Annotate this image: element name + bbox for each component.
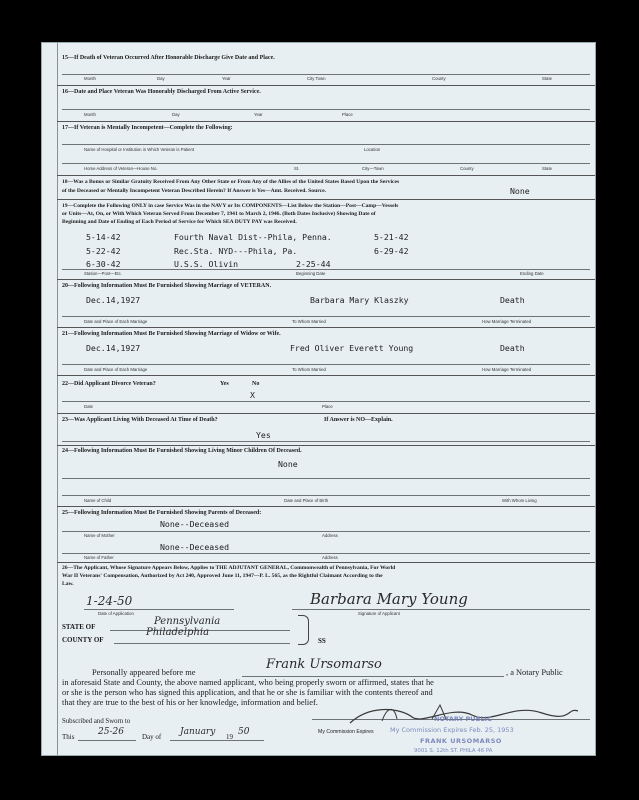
q15-rule [62,74,590,75]
q25-label: 25—Following Information Must Be Furnished Showing Parents of Deceased: [62,510,262,516]
divider [57,506,595,507]
q17-cap-location: Location [364,147,381,152]
q16-cap-year: Year [254,112,263,117]
q21-label: 21—Following Information Must Be Furnished Showing Marriage of Widow or Wife. [62,331,281,337]
q26-date: 1-24-50 [86,594,133,608]
month-rule [170,740,264,741]
q19-cap-end: Ending Date [520,271,544,276]
q17-cap-st: St. [294,166,300,171]
q15-cap-state: State [542,76,553,81]
q22-mark: X [250,390,255,400]
stamp-line3: FRANK URSOMARSO [420,737,502,745]
q20-date: Dec.14,1927 [86,295,141,305]
q17-rule-b [62,163,590,164]
q25-father: None--Deceased [160,542,230,552]
q22-no: No [252,381,260,387]
application-form [42,43,595,755]
q19-cap-station: Station—Post—Etc. [84,271,122,276]
q19-line3: Beginning and Date of Ending of Each Period of Service for Which SEA DUTY PAY was Received. [62,219,297,225]
divider [57,279,595,280]
q19-row2-end: 6-29-42 [374,246,409,256]
q24-label: 24—Following Information Must Be Furnished Showing Living Minor Children Of Deceased. [62,448,302,454]
q18-line1: 18—Was a Bonus or Similar Gratuity Received From Any Other State or From Any of the Allies of the United States Based Upon the Services [62,179,400,185]
q17-cap-county: County [460,166,474,171]
q19-line2: or Units—At, On, or With Which Veteran Served From December 7, 1941 to March 2, 1946. (Both Dates Inclusive) Showing Date of [62,211,376,217]
q24-answer: None [278,459,298,469]
q19-row3-end: 2-25-44 [296,259,331,269]
q19-row1-end: 5-21-42 [374,232,409,242]
ss-label: SS [318,637,326,645]
day-value: 25-26 [98,727,124,737]
q24-cap-birth: Date and Place of Birth [284,498,329,503]
applicant-signature: Barbara Mary Young [310,590,468,608]
q16-label: 16—Date and Place Veteran Was Honorably Discharged From Active Service. [62,89,261,95]
q22-cap-date: Date [84,404,94,409]
q15-cap-county: County [432,76,446,81]
q26-line1: 26—The Applicant, Whose Signature Appears Below, Applies to THE ADJUTANT GENERAL, Commonwealth of Pennsylvania, For World [62,565,396,571]
subscribed-label: Subscribed and Sworn to [62,718,131,725]
divider [57,121,595,122]
divider [57,375,595,376]
stamp-line4: 9001 S. 12th ST. PHILA 46 PA [414,748,493,754]
divider [57,445,595,446]
q17-cap-home: Home Address of Veteran—House No. [84,166,158,171]
q19-line1: 19—Complete the Following ONLY in case Service Was in the NAVY or Its COMPONENTS—List Below the Station—Post—Camp—Vessels [62,203,399,209]
q16-cap-day: Day [172,112,180,117]
q21-whom: Fred Oliver Everett Young [290,343,414,353]
divider [57,562,595,563]
bracket [298,615,309,645]
q24-cap-living: With Whom Living [502,498,537,503]
expires-label: My Commission Expires [318,729,374,735]
q25-cap-address-1: Address [322,533,338,538]
county-value: Philadelphia [146,627,210,638]
q22-cap-place: Place [322,404,333,409]
month-value: January [180,727,216,737]
q23-rule [62,441,590,442]
stamp-line2: My Commission Expires Feb. 25, 1953 [390,726,514,734]
notary-p2: in aforesaid State and County, the above named applicant, who being properly sworn or affirmed, states that he [62,678,434,687]
q17-label: 17—If Veteran is Mentally Incompetent—Complete the Following: [62,125,233,131]
q24-rule-b [62,495,590,496]
q25-rule-father [62,553,590,554]
notary-p1-start: Personally appeared before me [92,668,196,677]
q25-rule-mother [62,531,590,532]
q23-label: 23—Was Applicant Living With Deceased At Time of Death? [62,417,218,423]
divider [57,85,595,86]
q21-how: Death [500,343,525,353]
notary-p4: that they are true to the best of his or her knowledge, information and belief. [62,698,318,707]
q20-cap-whom: To Whom Married [292,319,326,324]
this-label: This [62,733,75,741]
divider [57,199,595,200]
notary-name: Frank Ursomarso [266,657,382,672]
q19-row3-begin: 6-30-42 [86,259,121,269]
q26-line2: War II Veterans' Compensation, Authorized by Act 240, Approved June 11, 1947—P. L. 565, as the Rightful Claimant According to the [62,573,383,579]
stamp-line1: NOTARY PUBLIC [434,715,492,723]
day-rule [78,740,136,741]
q17-rule-a [62,144,590,145]
q19-row1-station: Fourth Naval Dist--Phila, Penna. [174,232,332,242]
q19-row2-station: Rec.Sta. NYD---Phila, Pa. [174,246,298,256]
q17-cap-hospital: Name of Hospital or Institution in Which Veteran is Patient [84,147,195,152]
q23-answer: Yes [256,430,271,440]
notary-name-rule [242,676,504,677]
year-value: 50 [238,727,250,737]
q18-answer: None [510,186,530,196]
divider [57,327,595,328]
q23-explain: If Answer is NO—Explain. [324,417,393,423]
notary-p1-end: , a Notary Public [506,668,563,677]
q25-cap-address-2: Address [322,555,338,560]
q26-cap-date: Date of Application [98,611,134,616]
q25-mother: None--Deceased [160,519,230,529]
q20-rule [62,316,590,317]
state-value: Pennsylvania [154,616,221,627]
q16-cap-month: Month [84,112,96,117]
q24-cap-child: Name of Child [84,498,112,503]
q16-cap-place: Place [342,112,353,117]
state-label: STATE OF [62,623,96,631]
q19-row1-begin: 5-14-42 [86,232,121,242]
q15-label: 15—If Death of Veteran Occurred After Honorable Discharge Give Date and Place. [62,55,275,61]
q19-cap-begin: Beginning Date [296,271,326,276]
q19-rule [62,269,590,270]
county-label: COUNTY OF [62,636,104,644]
q20-cap-date: Date and Place of Each Marriage [84,319,148,324]
q20-how: Death [500,295,525,305]
q20-cap-how: How Marriage Terminated [482,319,532,324]
q21-cap-how: How Marriage Terminated [482,367,532,372]
q24-rule-a [62,478,590,479]
q22-rule [62,401,590,402]
q16-rule [62,109,590,110]
q19-row3-station: U.S.S. Olivin [174,259,239,269]
q17-cap-state: State [542,166,553,171]
q15-cap-city: City Town [307,76,326,81]
q18-line2: of the Deceased or Mentally Incompetent Veteran Described Herein? If Answer is Yes—Amt. Received. Source. [62,188,326,194]
q17-cap-city: City—Town [362,166,384,171]
q25-cap-mother: Name of Mother [84,533,115,538]
q20-whom: Barbara Mary Klaszky [310,295,409,305]
q21-date: Dec.14,1927 [86,343,141,353]
q15-cap-day: Day [157,76,165,81]
q26-sig-rule [292,609,590,610]
divider [57,175,595,176]
q20-label: 20—Following Information Must Be Furnished Showing Marriage of VETERAN. [62,283,272,289]
q19-row2-begin: 5-22-42 [86,246,121,256]
notary-p3: or she is the person who has signed this application, and that he or she is familiar with the contents thereof and [62,688,433,697]
q21-cap-date: Date and Place of Each Marriage [84,367,148,372]
day-of-label: Day of [142,733,162,741]
q25-cap-father: Name of Father [84,555,114,560]
year-prefix: 19 [226,733,233,741]
q26-line3: Law. [62,581,74,587]
q22-label: 22—Did Applicant Divorce Veteran? [62,381,156,387]
notary-signature [342,699,582,729]
q21-cap-whom: To Whom Married [292,367,326,372]
divider [57,413,595,414]
q15-cap-year: Year [222,76,231,81]
q26-cap-sig: Signature of Applicant [358,611,400,616]
q26-date-rule [84,609,234,610]
county-rule [114,643,290,644]
q22-yes: Yes [220,381,229,387]
q21-rule [62,364,590,365]
q15-cap-month: Month [84,76,96,81]
